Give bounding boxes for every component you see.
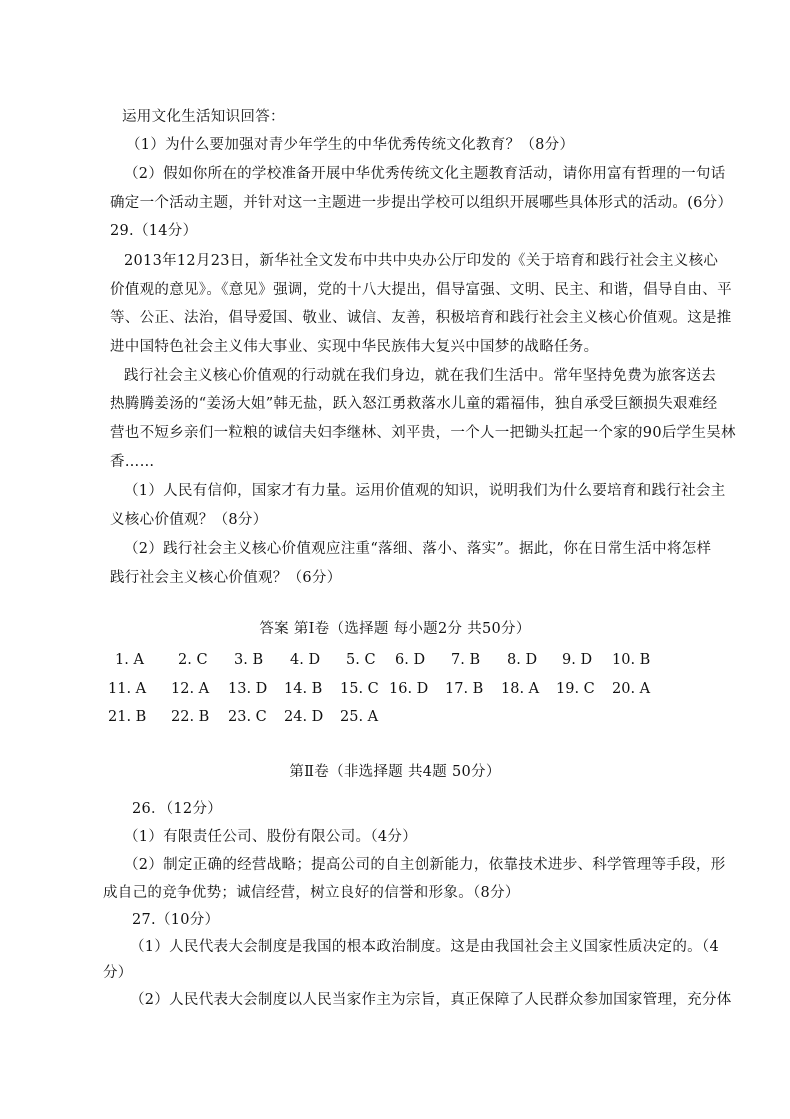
- a27-part2-line1: （2）人民代表大会制度以人民当家作主为宗旨，真正保障了人民群众参加国家管理，充分体: [130, 992, 732, 1008]
- answer-item: 21. B: [108, 709, 147, 725]
- q29-part2-line2: 践行社会主义核心价值观？（6分）: [110, 570, 342, 586]
- a26-part2-line1: （2）制定正确的经营战略；提高公司的自主创新能力，依靠技术进步、科学管理等手段，形: [124, 857, 726, 873]
- answers-section2-title: 第Ⅱ卷（非选择题 共4题 50分）: [289, 764, 501, 780]
- a27-part1-line2: 分）: [103, 965, 133, 981]
- q29-para2-line: 热腾腾姜汤的“姜汤大姐”韩无盐，跃入怒江勇救落水儿童的霜福伟，独自承受巨额损失艰难经: [110, 396, 718, 412]
- answer-item: 19. C: [556, 681, 595, 697]
- answer-item: 13. D: [228, 681, 268, 697]
- q29-part1-line2: 义核心价值观？（8分）: [110, 512, 268, 528]
- a27-part1-line1: （1）人民代表大会制度是我国的根本政治制度。这是由我国社会主义国家性质决定的。（4: [130, 939, 719, 955]
- answer-item: 25. A: [340, 709, 379, 725]
- q28-part2-line2: 确定一个活动主题，并针对这一主题进一步提出学校可以组织开展哪些具体形式的活动。(6分）: [110, 195, 733, 211]
- q29-para2-line: 营也不短乡亲们一粒粮的诚信夫妇李继林、刘平贵，一个人一把锄头扛起一个家的90后学生吴林: [110, 425, 736, 441]
- answer-item: 4. D: [290, 652, 321, 668]
- q29-para2-line: 践行社会主义核心价值观的行动就在我们身边，就在我们生活中。常年坚持免费为旅客送去: [124, 368, 716, 384]
- q29-para1-line: 价值观的意见》。《意见》强调，党的十八大提出，倡导富强、文明、民主、和谐，倡导自由、平: [110, 282, 732, 298]
- q29-para1-line: 2013年12月23日，新华社全文发布中共中央办公厅印发的《关于培育和践行社会主义核心: [124, 253, 719, 269]
- a26-part1: （1）有限责任公司、股份有限公司。（4分）: [124, 829, 417, 845]
- answer-row-2: [0, 681, 790, 701]
- answer-item: 18. A: [501, 681, 540, 697]
- a27-header: 27.（10分）: [132, 912, 220, 928]
- q29-part2-line1: （2）践行社会主义核心价值观应注重“落细、落小、落实”。据此，你在日常生活中将怎样: [124, 541, 712, 557]
- answer-item: 23. C: [228, 709, 267, 725]
- answer-item: 16. D: [389, 681, 429, 697]
- answer-item: 14. B: [284, 681, 323, 697]
- answer-item: 20. A: [612, 681, 651, 697]
- a26-part2-line2: 成自己的竞争优势；诚信经营，树立良好的信誉和形象。（8分）: [103, 885, 520, 901]
- answer-item: 17. B: [445, 681, 484, 697]
- answer-item: 5. C: [346, 652, 376, 668]
- answer-item: 15. C: [340, 681, 379, 697]
- answer-item: 9. D: [562, 652, 593, 668]
- answers-section1-title: 答案 第Ⅰ卷（选择题 每小题2分 共50分）: [259, 621, 531, 637]
- q29-para2-line: 香……: [110, 454, 155, 470]
- answer-item: 22. B: [171, 709, 210, 725]
- q29-header: 29.（14分）: [110, 223, 198, 239]
- q28-intro: 运用文化生活知识回答：: [122, 109, 285, 125]
- answer-item: 12. A: [171, 681, 210, 697]
- answer-item: 3. B: [234, 652, 264, 668]
- answer-item: 7. B: [451, 652, 481, 668]
- q29-para1-line: 等、公正、法治，倡导爱国、敬业、诚信、友善，积极培育和践行社会主义核心价值观。这是推: [110, 310, 732, 326]
- q28-part2-line1: （2）假如你所在的学校准备开展中华优秀传统文化主题教育活动，请你用富有哲理的一句话: [124, 166, 726, 182]
- answer-item: 10. B: [612, 652, 651, 668]
- answer-item: 11. A: [108, 681, 147, 697]
- answer-row-1: [0, 652, 790, 672]
- answer-item: 6. D: [395, 652, 426, 668]
- answer-row-3: [0, 709, 790, 729]
- q28-part1: （1）为什么要加强对青少年学生的中华优秀传统文化教育？（8分）: [126, 137, 575, 153]
- a26-header: 26．（12分）: [132, 801, 223, 817]
- answer-item: 2. C: [178, 652, 208, 668]
- q29-part1-line1: （1）人民有信仰，国家才有力量。运用价值观的知识，说明我们为什么要培育和践行社会主: [124, 483, 726, 499]
- answer-item: 8. D: [507, 652, 538, 668]
- answer-item: 24. D: [284, 709, 324, 725]
- q29-para1-line: 进中国特色社会主义伟大事业、实现中华民族伟大复兴中国梦的战略任务。: [110, 339, 599, 355]
- answer-item: 1. A: [115, 652, 144, 668]
